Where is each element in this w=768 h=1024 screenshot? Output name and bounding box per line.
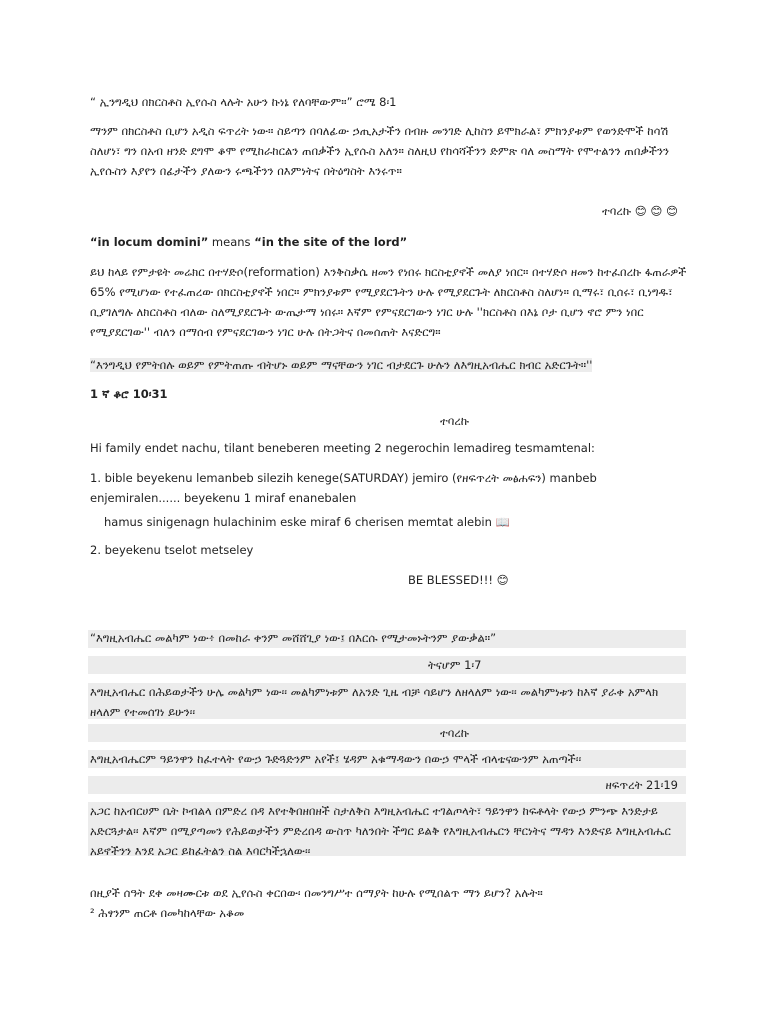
verse-reference-nahum: ትናሆም 1፡7 <box>428 658 482 672</box>
highlight-band <box>88 776 686 794</box>
highlight-band <box>88 724 686 742</box>
verse-matthew: በዚያች ሰዓት ደቀ መዛሙርቱ ወደ ኢየሱስ ቀርበው፡ በመንግሥተ ሰማያት ከሁሉ የሚበልጥ ማን ይሆን? አሉት። <box>90 886 543 900</box>
verse-reference: 1 ኛ ቆሮ 10፡31 <box>90 387 168 401</box>
latin-means: means <box>208 235 255 249</box>
paragraph-reformation: ይህ ከላይ የምታዩት መሬክር በተሃድሶ(reformation) እንቅስቃሴ ዘመን የነበሩ ክርስቲያኖች መለያ ነበር። በተሃድሶ ዘመን ከተፈበረኩ ፋጠራዎች 65% የሚሆነው የተፈጠረው በክርስቲያኖች ነበር። ምክንያቱም የሚያደርጉትን ሁሉ የሚያደርጉት ለክርስቶስ ስለሆነ። ቢማሩ፣ ቢሰሩ፣ ቢነግዱ፣ ቢያገለግሉ ለክርስቶስ ብለው ስለሚያደርጉት ውጤታማ ነበሩ። እኛም የምናደርገውን ነገር ሁሉ ''ክርስቶስ በእኔ ቦታ ቢሆን ኖሮ ምን ነበር የሚያደርገው'' ብለን በማሰብ የምናደርገውን ነገር ሁሉ በትጋትና በመሰጠት እናድርግ። <box>90 265 687 339</box>
signature-blessed: ተባረኩ 😊 😊 😊 <box>602 204 678 218</box>
point-two: 2. beyekenu tselot metseley <box>90 543 254 557</box>
latin-heading <box>90 232 690 252</box>
family-message: Hi family endet nachu, tilant beneberen meeting 2 negerochin lemadireg tesmamtenal: <box>90 441 595 455</box>
paragraph-goodness: እግዚአብሔር በሕይወታችን ሁሌ መልካም ነው፡፡ መልካምነቱም ለአንድ ጊዜ ብቻ ሳይሆን ለዘላለም ነው፡፡ መልካምነቱን ከእኛ ያራቀ አምላክ ዘላለም የተመሰገነ ይሁን፡፡ <box>90 685 659 719</box>
paragraph-grace: ማንም በክርስቶስ ቢሆን አዲስ ፍጥረት ነው። ስይጣን በባለፊው ኃጢአታችን በብዙ መንገድ ሊከስን ይሞክራል፣ ምክንያቱም የወንድሞች ከሳሽ ስለሆነ፣ ግን በአብ ዘንድ ደግሞ ቆሞ የሚከራከርልን ጠበቃችን ኢየሱስ አለን። ስለዚህ የከሳሻችንን ድምጽ ባለ መስማት የሞተልንን ጠበቃችንን ኢየሱስን እያየን በፊታችን ያለውን ሩጫችንን በእምነትና በትዕግስት እንሩጥ። <box>90 124 670 178</box>
verse-nahum: “እግዚአብሔር መልካም ነው፥ በመከራ ቀንም መሸሸጊያ ነው፤ በእርሱ የሚታመኑትንም ያውቃል።” <box>90 631 497 645</box>
signature-blessed-2: ተባረኩ <box>440 414 470 428</box>
verse-quote: “ ኢንግዲህ በክርስቶስ ኢየሱስ ላሉት አሁን ኩነኔ የለባቸውም።” ሮሜ 8፡1 <box>90 95 397 109</box>
point-one: 1. bible beyekenu lemanbeb silezih kenege(SATURDAY) jemiro (የዘፍጥረት መፅሐፍን) manbeb enjemiralen...... beyekenu 1 miraf enanebalen <box>90 471 597 505</box>
bible-reading-note: hamus sinigenagn hulachinim eske miraf 6 cherisen memtat alebin 📖 <box>104 515 510 529</box>
be-blessed: BE BLESSED!!! 😊 <box>408 573 509 587</box>
verse-reference-genesis: ዘፍጥረት 21፡19 <box>605 778 678 792</box>
latin-phrase: “in locum domini” <box>90 235 209 249</box>
highlight-band <box>88 656 686 674</box>
verse-glory-text: “እንግዲህ የምትበሉ ወይም የምትጠጡ ብትሆኑ ወይም ማናቸውን ነገር ብታደርጉ ሁሉን ለእግዚአብሔር ክብር አድርጉት።'' <box>90 358 593 372</box>
paragraph-hagar: አጋር ከአብርሀም ቤት ኮብልላ በምድረ በዳ እየተቅበዘበዘች ስታለቅስ እግዚአብሔር ተገልጦላት፣ ዓይንዋን ከፍቶላት የውኃ ምንጭ እንድታይ አድርጓታል፡፡ እኛም በሚያጣመን የሕይወታችን ምድረበዳ ውስጥ ካለንበት ችግር ይልቅ የእግዚአብሔርን ቸርነትና ማዳን እንድናይ እግዚአብሔር አይኖችንን እንደ አጋር ይከፈትልን ስል እባርካችኋለው፡፡ <box>90 804 671 858</box>
verse-genesis: እግዚአብሔርም ዓይንዋን ከፈተላት የውኃ ጉድጓድንም አየች፤ ሄዳም አቁማዳውን በውኃ ሞላች ብላቴናውንም አጠጣች፡፡ <box>90 752 582 766</box>
latin-meaning: “in the site of the lord” <box>254 235 408 249</box>
signature-blessed-3: ተባረኩ <box>440 726 470 740</box>
verse-matthew-2: ² ሕፃንም ጠርቶ በመካከላቸው አቆመ <box>90 906 245 920</box>
verse-glory <box>90 355 690 375</box>
